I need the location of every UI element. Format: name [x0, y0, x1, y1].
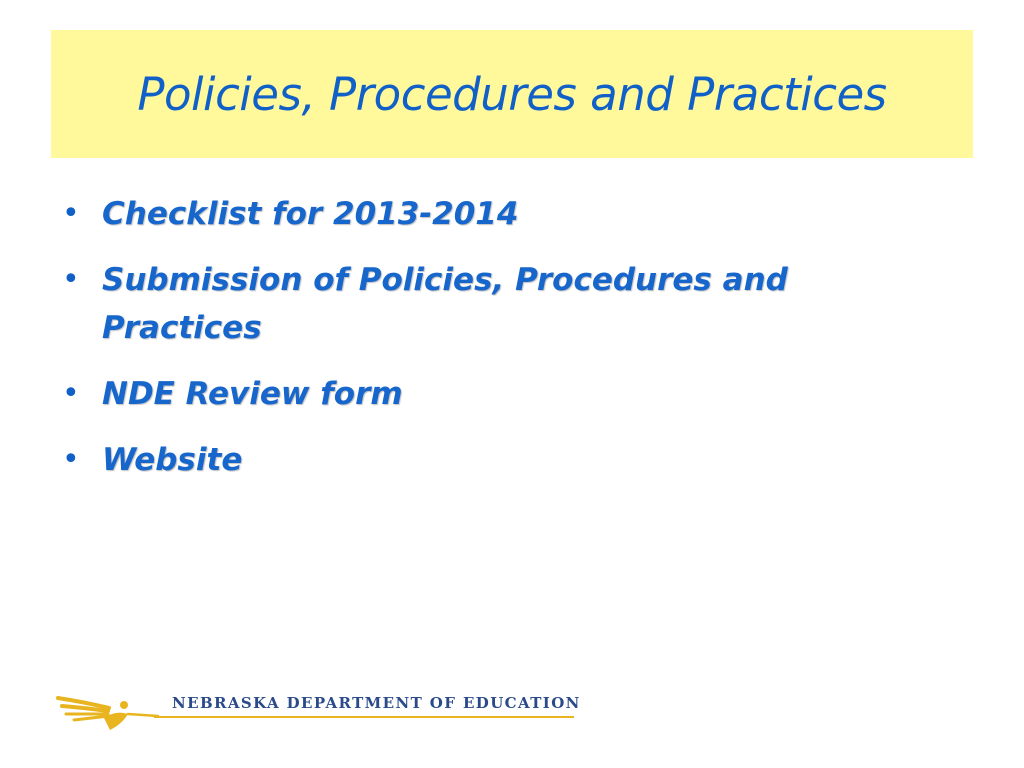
bullet-marker: • — [62, 376, 80, 411]
slide-title: Policies, Procedures and Practices — [137, 67, 887, 121]
bullet-link-checklist[interactable]: Checklist for 2013-2014 — [102, 196, 519, 232]
bullet-marker: • — [62, 442, 80, 477]
bullet-marker: • — [62, 262, 80, 297]
nde-logo — [54, 684, 594, 734]
bullet-link-review-form[interactable]: NDE Review form — [102, 376, 403, 412]
bullet-link-submission[interactable]: Submission of Policies, Procedures and Practices — [102, 262, 788, 346]
logo-underline — [154, 716, 574, 718]
bullet-list — [62, 190, 922, 502]
bullet-marker: • — [62, 196, 80, 231]
bullet-link-website[interactable]: Website — [102, 442, 243, 478]
bullet-item-checklist — [62, 190, 922, 238]
sunburst-figure-icon — [54, 684, 164, 734]
logo-wordmark: NEBRASKA DEPARTMENT OF EDUCATION — [172, 694, 581, 712]
bullet-item-submission — [62, 256, 922, 352]
bullet-item-review-form — [62, 370, 922, 418]
bullet-item-website — [62, 436, 922, 484]
title-band — [51, 30, 973, 158]
